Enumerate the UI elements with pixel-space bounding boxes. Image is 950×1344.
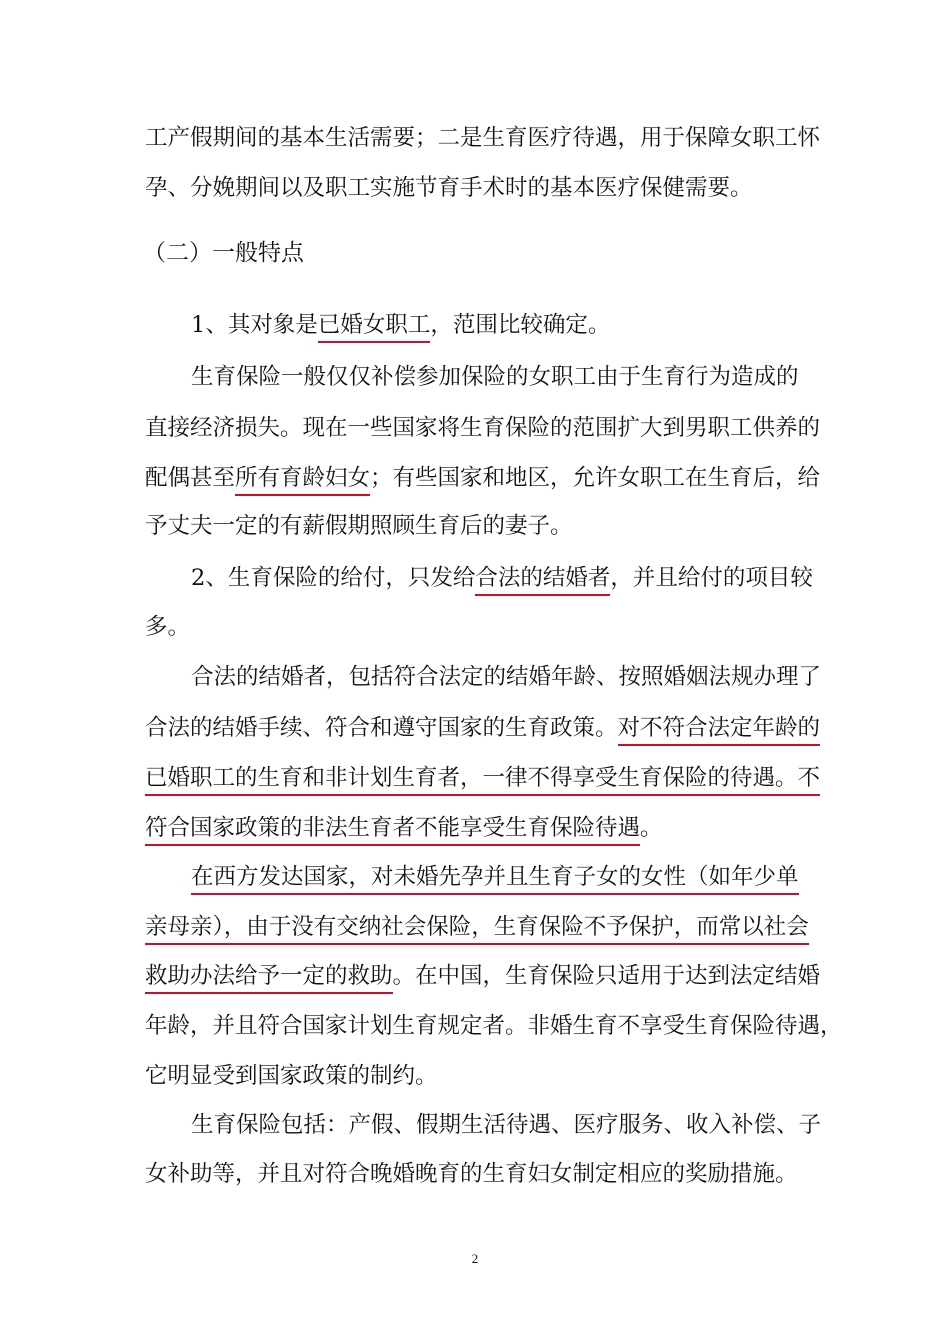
p4-line-4-text: 年龄，并且符合国家计划生育规定者。非婚生育不享受生育保险待遇，: [145, 1013, 843, 1039]
p4-line-5: [145, 1061, 810, 1091]
p3-line-4-underlined: 符合国家政策的非法生育者不能享受生育保险待遇: [145, 815, 640, 846]
p3-line-1-text: 合法的结婚者，包括符合法定的结婚年龄、按照婚姻法规办理了: [191, 664, 822, 690]
p2-line-3: [145, 463, 821, 493]
p4-line-1: [191, 862, 810, 892]
p5-line-1: [191, 1110, 822, 1140]
p2-line-4-text: 予丈夫一定的有薪假期照顾生育后的妻子。: [145, 513, 573, 539]
p4-line-1-underlined: 在西方发达国家，对未婚先孕并且生育子女的女性（如年少单: [191, 864, 799, 895]
p3-line-1: [191, 662, 822, 692]
p4-line-5-text: 它明显受到国家政策的制约。: [145, 1063, 438, 1089]
p2-line-2-text: 直接经济损失。现在一些国家将生育保险的范围扩大到男职工供养的: [145, 415, 821, 441]
item1-suffix: ，范围比较确定。: [430, 312, 611, 338]
item1-underlined: 已婚女职工: [318, 312, 431, 343]
p1-line-1: [145, 123, 821, 153]
p3-line-2-underlined: 对不符合法定年龄的: [618, 715, 821, 746]
item2-prefix: 2、生育保险的给付，只发给: [191, 565, 476, 591]
p5-line-2-text: 女补助等，并且对符合晚婚晚育的生育妇女制定相应的奖励措施。: [145, 1161, 798, 1187]
p2-line-1: [191, 362, 810, 392]
p2-line-3-prefix: 配偶甚至: [145, 465, 236, 491]
p2-line-2: [145, 413, 821, 443]
item2-line-2-text: 多。: [145, 614, 191, 640]
p3-line-2: [145, 713, 821, 743]
p1-line-1-text: 工产假期间的基本生活需要；二是生育医疗待遇，用于保障女职工怀: [145, 125, 821, 151]
p4-line-3-suffix: 。在中国，生育保险只适用于达到法定结婚: [392, 963, 821, 989]
p5-line-1-text: 生育保险包括：产假、假期生活待遇、医疗服务、收入补偿、子: [191, 1112, 822, 1138]
p3-line-2-prefix: 合法的结婚手续、符合和遵守国家的生育政策。: [145, 715, 618, 741]
page-number: 2: [471, 1251, 479, 1266]
p4-line-3: [145, 961, 821, 991]
p2-line-3-suffix: ；有些国家和地区，允许女职工在生育后，给: [370, 465, 821, 491]
section-heading: （二）一般特点: [143, 240, 304, 266]
p3-line-4: [145, 813, 810, 843]
p1-line-2-text: 孕、分娩期间以及职工实施节育手术时的基本医疗保健需要。: [145, 175, 753, 201]
p4-line-4: [145, 1011, 843, 1041]
item2-suffix: ，并且给付的项目较: [610, 565, 813, 591]
p3-line-4-suffix: 。: [640, 815, 663, 841]
p1-line-2: [145, 173, 810, 203]
item1-prefix: 1、其对象是: [191, 312, 318, 338]
p3-line-3: [145, 763, 821, 793]
p5-line-2: [145, 1159, 810, 1189]
p3-line-3-underlined: 已婚职工的生育和非计划生育者，一律不得享受生育保险的待遇。不: [145, 765, 820, 796]
item2-line-2: [145, 612, 810, 642]
p4-line-3-underlined: 救助办法给予一定的救助: [145, 963, 393, 994]
p2-line-3-underlined: 所有育龄妇女: [235, 465, 370, 496]
p2-line-4: [145, 511, 810, 541]
item2-line-1: [191, 563, 813, 593]
item1-line: [191, 310, 810, 340]
item2-underlined: 合法的结婚者: [475, 565, 610, 596]
p4-line-2-underlined: 亲母亲），由于没有交纳社会保险，生育保险不予保护，而常以社会: [145, 914, 809, 945]
p4-line-2: [145, 912, 810, 942]
p2-line-1-text: 生育保险一般仅仅补偿参加保险的女职工由于生育行为造成的: [191, 364, 799, 390]
